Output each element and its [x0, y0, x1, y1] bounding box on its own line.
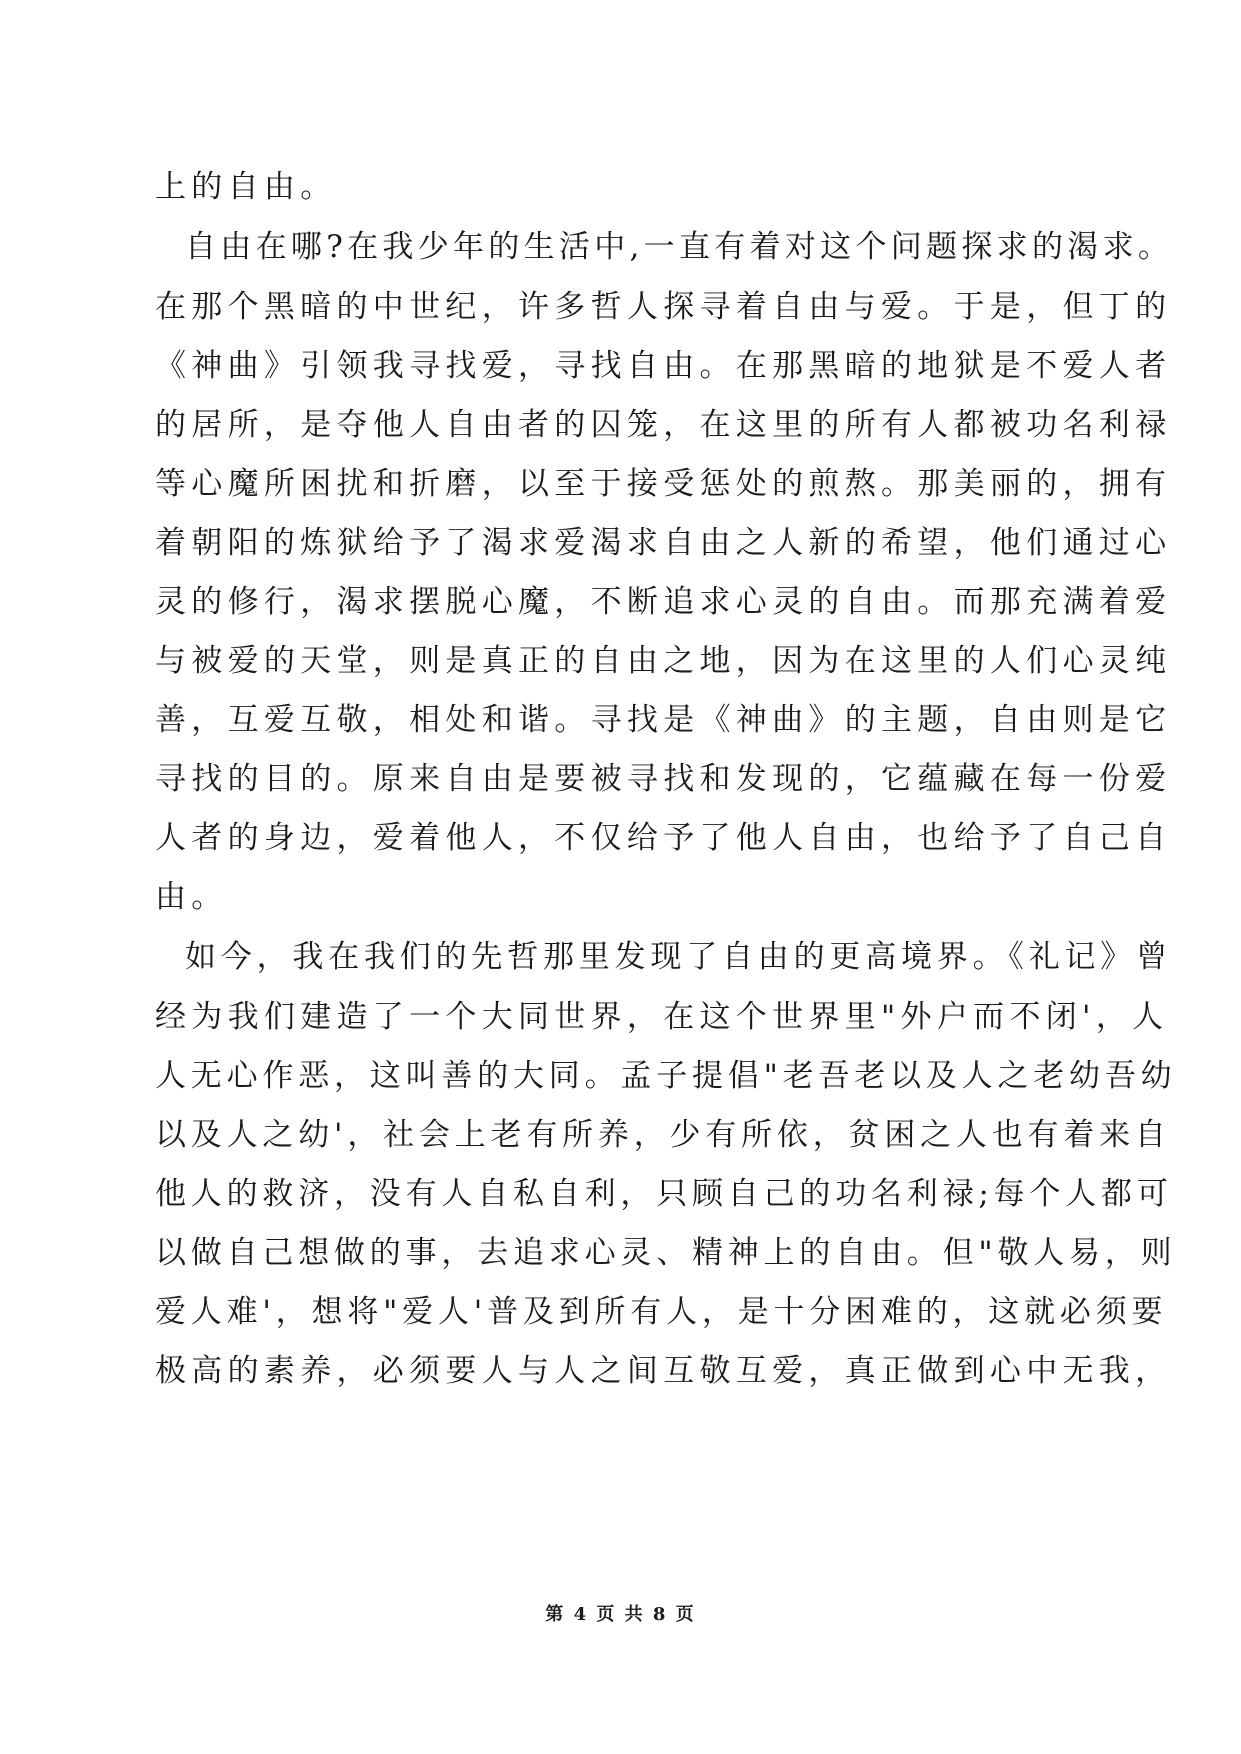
text-line: 由。 — [155, 879, 228, 915]
text-line: 上的自由。 — [155, 169, 337, 205]
text-line: 以做自己想做的事，去追求心灵、精神上的自由。但"敬人易，则 — [155, 1235, 1177, 1271]
text-line: 以及人之幼'，社会上老有所养，少有所依，贫困之人也有着来自 — [155, 1117, 1171, 1153]
text-line: 着朝阳的炼狱给予了渴求爱渴求自由之人新的希望，他们通过心 — [155, 525, 1172, 561]
text-line: 的居所，是夺他人自由者的囚笼，在这里的所有人都被功名利禄 — [155, 407, 1172, 443]
text-line: 《神曲》引领我寻找爱，寻找自由。在那黑暗的地狱是不爱人者 — [155, 348, 1172, 384]
text-line: 在那个黑暗的中世纪，许多哲人探寻着自由与爱。于是，但丁的 — [155, 289, 1172, 325]
text-line: 灵的修行，渴求摆脱心魔，不断追求心灵的自由。而那充满着爱 — [155, 584, 1172, 620]
paragraph-first-line: 自由在哪?在我少年的生活中,一直有着对这个问题探求的渴求。 — [185, 229, 1174, 265]
paragraph-first-line: 如今，我在我们的先哲那里发现了自由的更高境界。《礼记》曾 — [185, 939, 1172, 975]
text-line: 极高的素养，必须要人与人之间互敬互爱，真正做到心中无我， — [155, 1353, 1172, 1389]
text-line: 人者的身边，爱着他人，不仅给予了他人自由，也给予了自己自 — [155, 820, 1172, 856]
text-line: 经为我们建造了一个大同世界，在这个世界里"外户而不闭'，人 — [155, 999, 1169, 1035]
text-line: 等心魔所困扰和折磨，以至于接受惩处的煎熬。那美丽的，拥有 — [155, 466, 1172, 502]
text-line: 善，互爱互敬，相处和谐。寻找是《神曲》的主题，自由则是它 — [155, 702, 1172, 738]
text-line: 爱人难'，想将"爱人'普及到所有人，是十分困难的，这就必须要 — [155, 1294, 1168, 1330]
text-line: 人无心作恶，这叫善的大同。孟子提倡"老吾老以及人之老幼吾幼 — [155, 1058, 1177, 1094]
text-line: 他人的救济，没有人自私自利，只顾自己的功名利禄;每个人都可 — [155, 1176, 1173, 1212]
text-line: 与被爱的天堂，则是真正的自由之地，因为在这里的人们心灵纯 — [155, 643, 1172, 679]
text-line: 寻找的目的。原来自由是要被寻找和发现的，它蕴藏在每一份爱 — [155, 761, 1172, 797]
page-number-footer: 第 4 页 共 8 页 — [545, 1604, 696, 1625]
